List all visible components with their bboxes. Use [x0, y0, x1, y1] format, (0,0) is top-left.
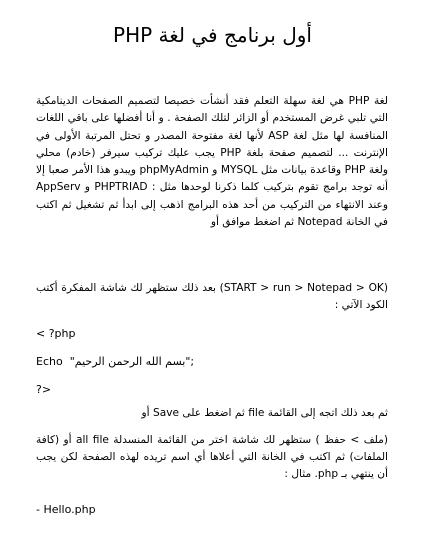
- code-echo-semicolon: ;: [190, 355, 195, 368]
- intro-paragraph: لغة PHP هي لغة سهلة التعلم فقد أنشأت خصيصا لتصميم الصفحات الدينامكية التي تلبي غرض المستخدم أو الزائر لتلك الصفحة . و أنا أفضلها على باقي اللغات المنافسة لها مثل لغة ASP لأنها لغة مفتوحة المصدر و تحتل المرتبة الأولى في الإنترنت ... لتصميم صفحة بلغة PHP يجب عليك تركيب سيرفر (خادم) محلي ولغة PHP وقاعدة بيانات مثل MYSQL و phpMyAdmin ويبدو هذا الأمر صعبا إلا أنه توجد برامج تقوم بتركيب كلما ذكرنا لوحدها مثل : PHPTRIAD و AppServ وعند الانتهاء من التركيب من أحد هذه البرامج اذهب إلى ابدأ ثم تشغيل ثم اكتب في الخانة Notepad ثم اضغط موافق أو: [36, 95, 389, 229]
- example-filename: - Hello.php: [36, 503, 96, 516]
- page-title: أول برنامج في لغة PHP: [113, 23, 312, 47]
- save-paragraph: ثم بعد ذلك اتجه إلى القائمة file ثم اضغط على Save أو: [141, 407, 388, 419]
- code-echo-string: "بسم الله الرحمن الرحيم": [69, 355, 191, 368]
- code-open-tag: < ?php: [36, 327, 76, 340]
- save-as-paragraph: (ملف > حفظ ) ستظهر لك شاشة اختر من القائمة المنسدلة all file أو (كافة الملفات) ثم اكتب في الخانة التي أعلاها أي اسم تريده لهذه الصفحة لكن يجب أن ينتهي بـ php. مثال :: [36, 434, 388, 480]
- notepad-paragraph: (START > run > Notepad > OK) بعد ذلك ستظهر لك شاشة المفكرة أكتب الكود الآتي :: [36, 282, 388, 311]
- code-echo-keyword: Echo: [36, 355, 63, 368]
- code-echo-line: [36, 355, 388, 369]
- code-close-tag: ?>: [36, 383, 52, 396]
